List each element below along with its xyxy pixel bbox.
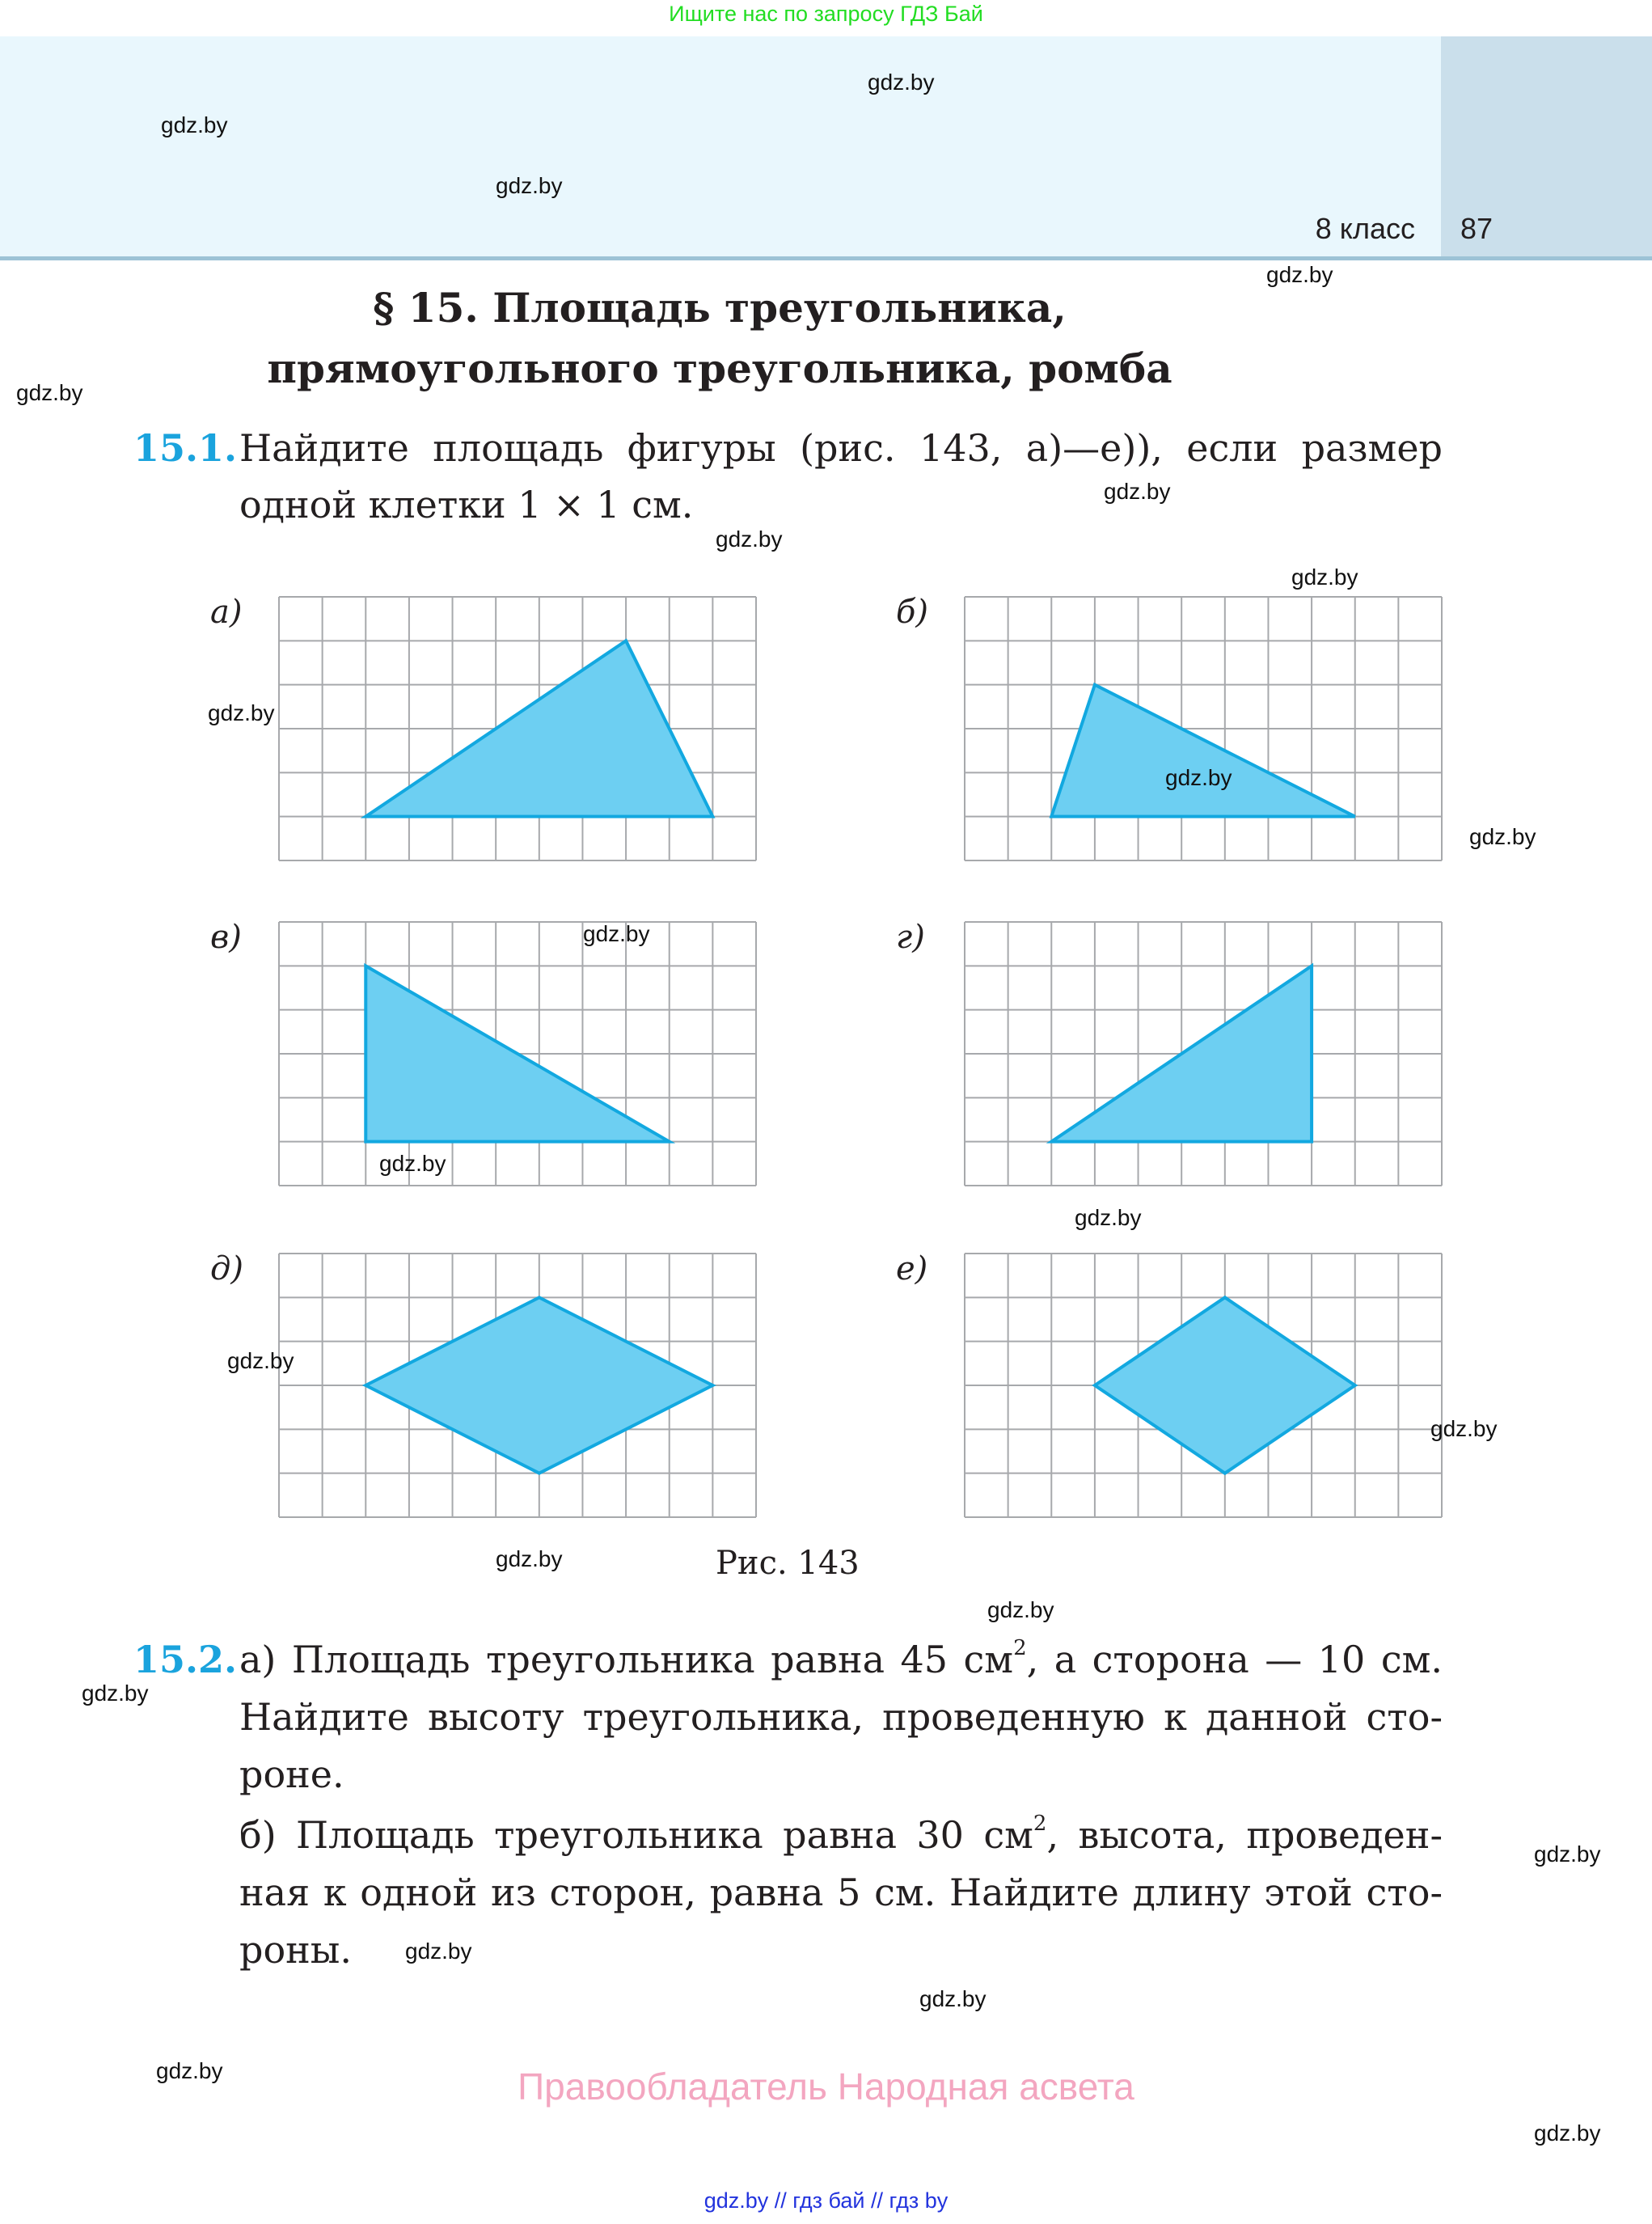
grid-figure-g: [963, 920, 1443, 1187]
task-number-15-1: 15.1.: [133, 426, 238, 470]
grid-figure-v: [277, 920, 758, 1187]
watermark-text: gdz.by: [405, 1939, 472, 1964]
watermark-text: gdz.by: [919, 1986, 987, 2011]
grid-figure-e: [963, 1252, 1443, 1519]
task-15-2b-line2: ная к одной из сторон, равна 5 см. Найдите длину этой сто-: [239, 1871, 1443, 1914]
grid-figure-a: [277, 595, 758, 862]
task-15-2a-line2: Найдите высоту треугольника, проведенную к данной сто-: [239, 1695, 1443, 1739]
task-15-2a-line3: роне.: [239, 1753, 344, 1796]
watermark-text: gdz.by: [716, 526, 783, 552]
watermark-text: gdz.by: [1430, 1416, 1498, 1441]
figure-label-b: б): [896, 594, 929, 631]
watermark-text: gdz.by: [1291, 564, 1358, 590]
figure-label-g: г): [896, 919, 925, 956]
watermark-text: gdz.by: [1469, 824, 1536, 849]
task-15-1-line2: одной клетки 1 × 1 см.: [239, 483, 694, 526]
copyright-notice: Правообладатель Народная асвета: [518, 2065, 1134, 2108]
watermark-text: gdz.by: [496, 1546, 563, 1571]
watermark-text: gdz.by: [868, 70, 935, 95]
watermark-text: gdz.by: [379, 1151, 446, 1176]
grade-label: 8 класс: [1315, 212, 1415, 245]
task-number-15-2: 15.2.: [133, 1638, 238, 1681]
task-15-1-line1: Найдите площадь фигуры (рис. 143, а)—е)), если размер: [239, 426, 1443, 470]
watermark-text: gdz.by: [16, 380, 83, 405]
watermark-text: gdz.by: [1534, 2120, 1601, 2146]
task-15-2a-line1: а) Площадь треугольника равна 45 $см^2$, а сторона — 10 см.: [239, 1636, 1443, 1681]
section-title-line2: прямоугольного треугольника, ромба: [267, 345, 1172, 392]
watermark-text: gdz.by: [583, 921, 650, 946]
watermark-text: gdz.by: [208, 700, 275, 725]
figure-label-e: е): [896, 1250, 928, 1287]
watermark-text: gdz.by: [1075, 1205, 1142, 1230]
figure-label-d: д): [210, 1250, 243, 1287]
watermark-text: gdz.by: [227, 1348, 294, 1373]
watermark-text: gdz.by: [156, 2058, 223, 2083]
figure-caption: Рис. 143: [716, 1545, 860, 1582]
task-15-2b-line3: роны.: [239, 1928, 353, 1972]
watermark-text: gdz.by: [1165, 765, 1232, 790]
watermark-text: gdz.by: [161, 112, 228, 137]
figure-label-v: в): [210, 919, 242, 956]
watermark-text: gdz.by: [987, 1597, 1054, 1622]
footer-links[interactable]: gdz.by // гдз бай // гдз by: [703, 2188, 949, 2213]
watermark-text: gdz.by: [1534, 1841, 1601, 1867]
grid-figure-d: [277, 1252, 758, 1519]
page-number: 87: [1460, 212, 1494, 245]
triangle-shape: [1051, 685, 1354, 817]
figure-label-a: а): [210, 594, 243, 631]
rhombus-shape: [365, 1297, 712, 1473]
top-banner: Ищите нас по запросу ГДЗ Бай: [669, 2, 983, 26]
section-title-line1: § 15. Площадь треугольника,: [373, 284, 1067, 332]
watermark-text: gdz.by: [496, 173, 563, 198]
watermark-text: gdz.by: [1104, 479, 1171, 504]
grid-figure-b: [963, 595, 1443, 862]
header-divider: [0, 256, 1652, 260]
task-15-2b-line1: б) Площадь треугольника равна 30 $см^2$, высота, проведен-: [239, 1812, 1443, 1857]
rhombus-shape: [1095, 1297, 1355, 1473]
watermark-text: gdz.by: [1266, 262, 1333, 287]
watermark-text: gdz.by: [82, 1681, 149, 1706]
